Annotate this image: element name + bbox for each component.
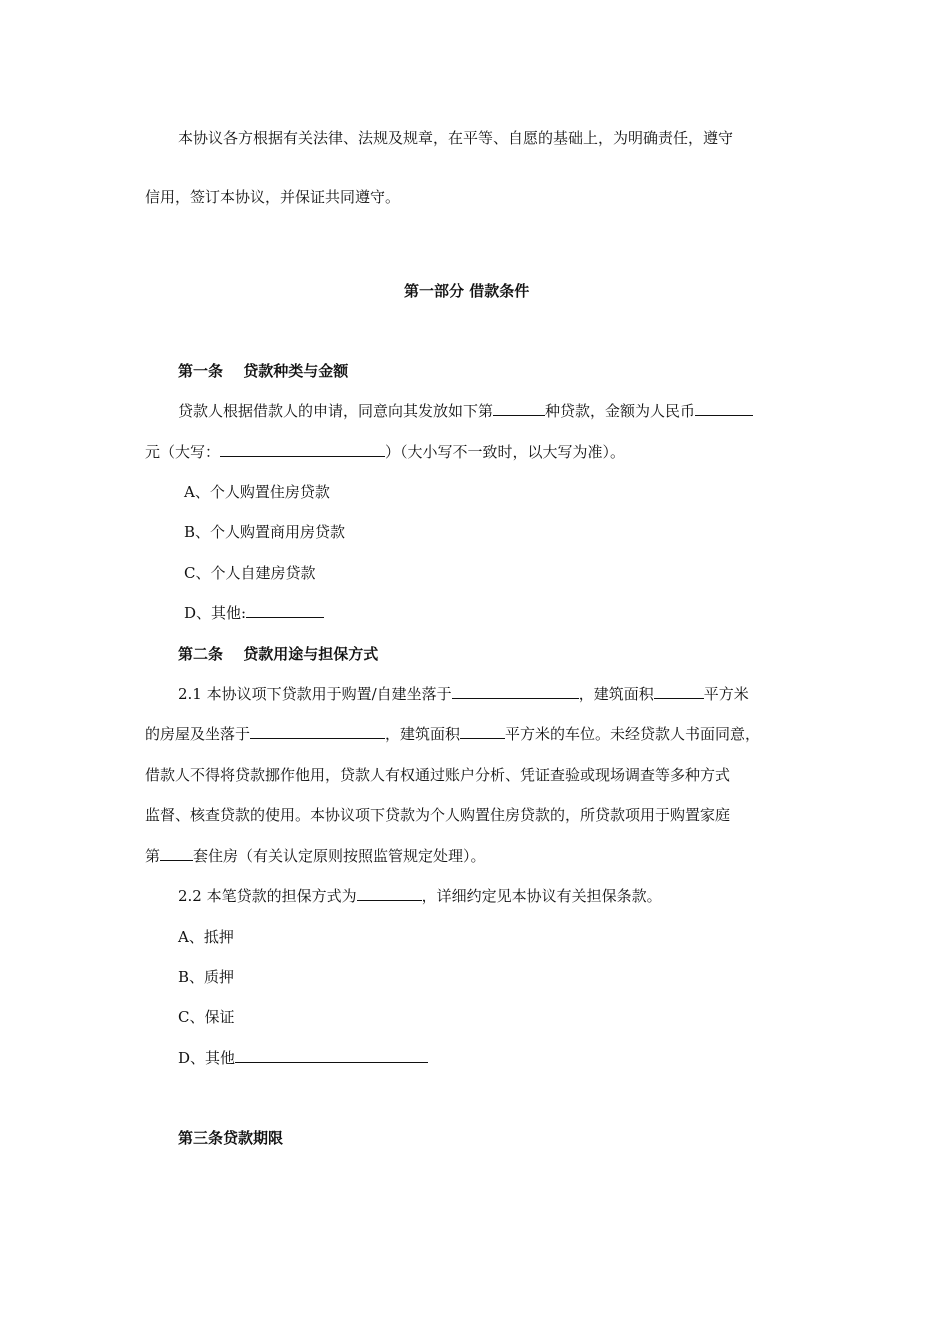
article-1-paragraph-line-1 (178, 401, 753, 421)
guarantee-method-blank (357, 886, 422, 901)
other-loan-type-blank (246, 603, 324, 618)
preamble-line-2: 信用，签订本协议，并保证共同遵守。 (145, 188, 401, 206)
part-title: 第一部分 借款条件 (404, 282, 530, 300)
loan-type-blank (493, 401, 545, 416)
guarantee-option-d (178, 1048, 428, 1068)
article-1-heading: 第一条 贷款种类与金额 (178, 362, 349, 380)
section-2-1-text: ，建筑面积 (385, 725, 461, 743)
section-2-1-line-5 (145, 846, 486, 866)
guarantee-option-b: B、质押 (178, 968, 235, 986)
article-3-heading: 第三条贷款期限 (178, 1129, 284, 1147)
loan-option-d (184, 603, 324, 623)
section-2-1-text: 套住房（有关认定原则按照监管规定处理）。 (193, 847, 486, 865)
loan-option-b: B、个人购置商用房贷款 (184, 523, 346, 541)
guarantee-option-a: A、抵押 (178, 928, 234, 946)
amount-blank (695, 401, 753, 416)
property-location-blank (452, 684, 579, 699)
section-2-1-line-1 (178, 684, 749, 704)
article-1-text: ）（大小写不一致时，以大写为准）。 (385, 443, 626, 461)
building-area-blank (654, 684, 704, 699)
loan-option-d-label: D、其他: (184, 604, 247, 622)
section-2-1-line-2 (145, 724, 760, 744)
article-1-text: 种贷款，金额为人民币 (545, 402, 696, 420)
parking-area-blank (460, 724, 505, 739)
section-2-1-text: 的房屋及坐落于 (145, 725, 251, 743)
article-2-heading: 第二条 贷款用途与担保方式 (178, 645, 379, 663)
section-2-1-text: 平方米的车位。未经贷款人书面同意， (505, 725, 761, 743)
article-1-text: 元（大写： (145, 443, 221, 461)
section-2-1-text: 第 (145, 847, 161, 865)
section-2-1-text: 2.1 本协议项下贷款用于购置/自建坐落于 (178, 685, 452, 703)
section-2-1-text: ，建筑面积 (578, 685, 654, 703)
guarantee-option-d-label: D、其他 (178, 1049, 236, 1067)
parking-location-blank (250, 724, 385, 739)
article-1-text: 贷款人根据借款人的申请，同意向其发放如下第 (178, 402, 494, 420)
section-2-1-line-4: 监督、核查贷款的使用。本协议项下贷款为个人购置住房贷款的，所贷款项用于购置家庭 (145, 806, 731, 824)
article-1-paragraph-line-2 (145, 442, 625, 462)
section-2-1-line-3: 借款人不得将贷款挪作他用，贷款人有权通过账户分析、凭证查验或现场调查等多种方式 (145, 766, 731, 784)
section-2-2-text: 2.2 本笔贷款的担保方式为 (178, 887, 357, 905)
section-2-2-text: ，详细约定见本协议有关担保条款。 (421, 887, 662, 905)
loan-option-a: A、个人购置住房贷款 (184, 483, 330, 501)
guarantee-option-c: C、保证 (178, 1008, 235, 1026)
other-guarantee-blank (235, 1048, 428, 1063)
section-2-2-line (178, 886, 662, 906)
loan-option-c: C、个人自建房贷款 (184, 564, 316, 582)
section-2-1-text: 平方米 (703, 685, 749, 703)
home-number-blank (160, 846, 193, 861)
preamble-line-1: 本协议各方根据有关法律、法规及规章，在平等、自愿的基础上，为明确责任，遵守 (178, 129, 734, 147)
amount-in-words-blank (220, 442, 385, 457)
